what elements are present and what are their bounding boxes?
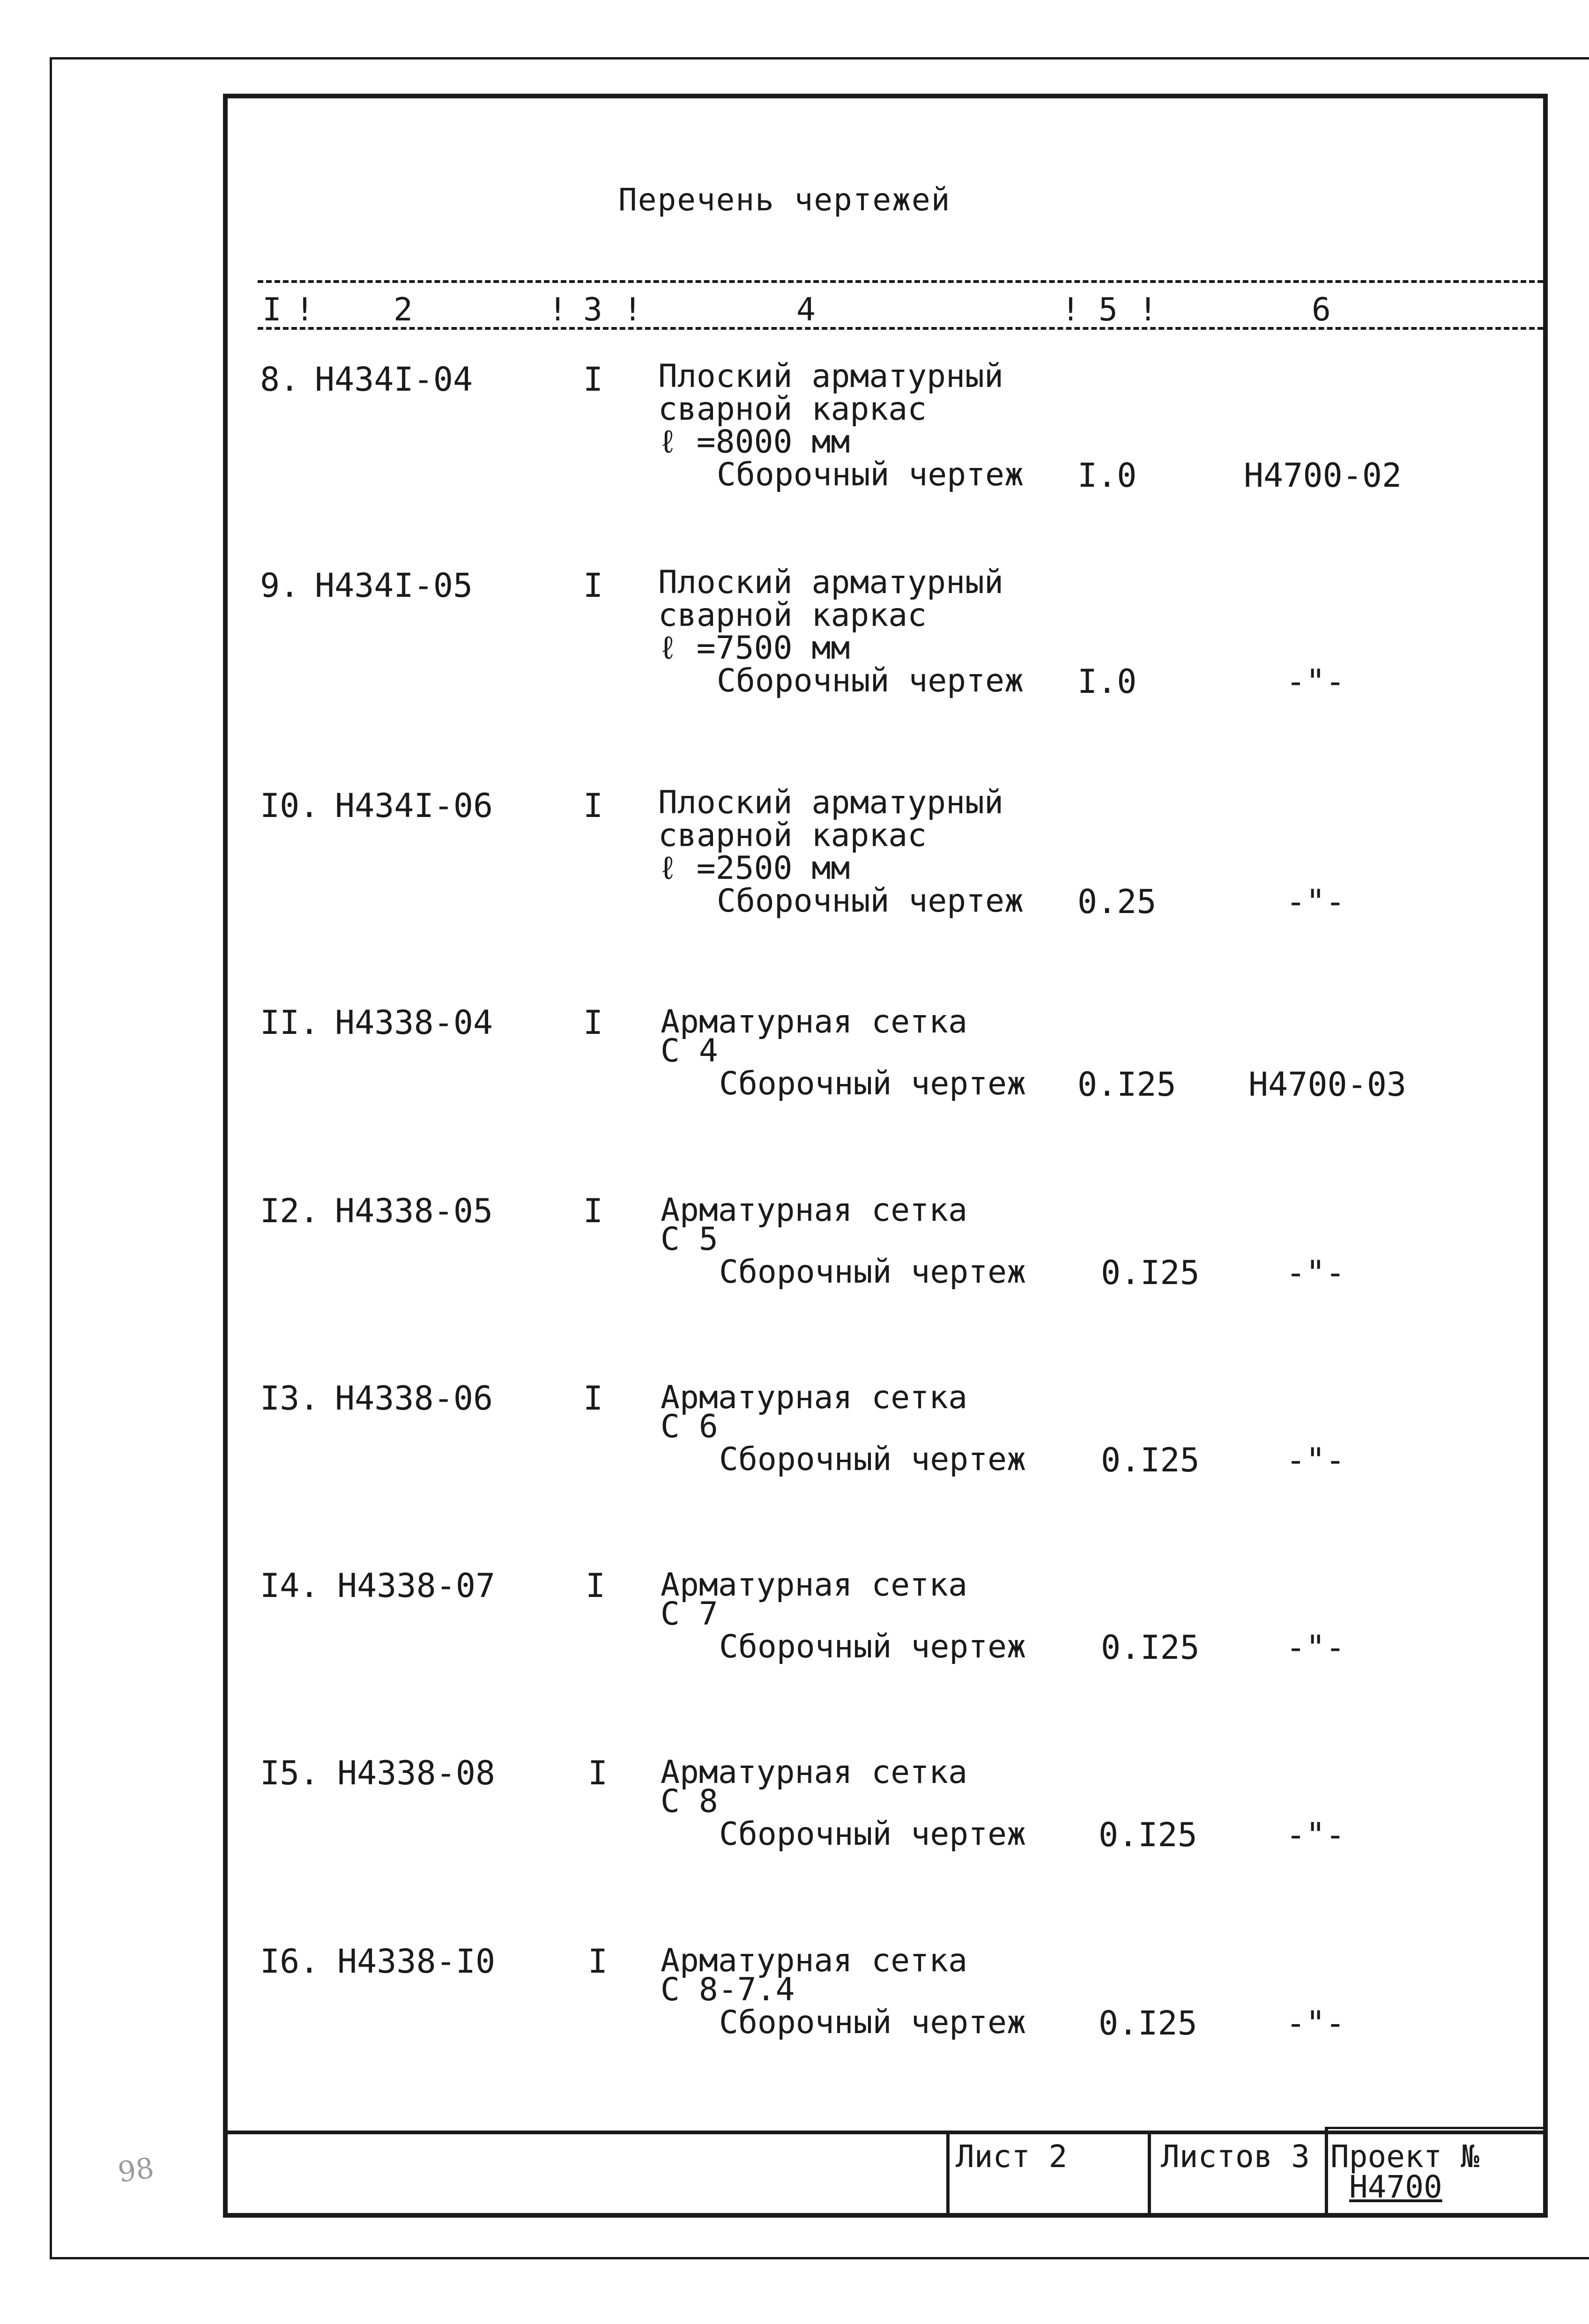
header-separator: ! bbox=[623, 291, 642, 328]
header-col-4: 4 bbox=[796, 291, 816, 328]
row-number: I2. bbox=[260, 1192, 319, 1230]
row-desc-line4: Сборочный чертеж bbox=[717, 662, 1024, 699]
row-code: Н4338-05 bbox=[335, 1192, 493, 1230]
row-code: Н4338-I0 bbox=[337, 1942, 496, 1981]
margin-note: 98 bbox=[116, 2152, 156, 2189]
row-col5: 0.I25 bbox=[1101, 1441, 1200, 1479]
row-code: Н434I-05 bbox=[315, 566, 473, 605]
stamp-divider bbox=[1148, 2131, 1151, 2215]
row-desc-line2: С 7 bbox=[661, 1596, 718, 1633]
header-col-2: 2 bbox=[394, 291, 413, 328]
row-col5: 0.I25 bbox=[1101, 1628, 1200, 1667]
row-col6: -"- bbox=[1286, 1816, 1345, 1854]
row-quantity: I bbox=[588, 1942, 608, 1981]
row-desc-line1: Арматурная сетка bbox=[661, 1379, 968, 1416]
row-desc-line1: Арматурная сетка bbox=[661, 1567, 968, 1604]
row-number: 9. bbox=[260, 566, 300, 605]
row-col6: -"- bbox=[1286, 2004, 1345, 2042]
outer-border-bottom bbox=[50, 2257, 1589, 2259]
row-quantity: I bbox=[583, 1003, 603, 1042]
header-rule-top bbox=[258, 280, 1543, 283]
stamp-sheets-total: Листов 3 bbox=[1161, 2138, 1310, 2175]
row-number: I4. bbox=[260, 1567, 319, 1605]
frame-top bbox=[225, 94, 1547, 98]
row-col6: -"- bbox=[1286, 1254, 1345, 1292]
frame-left bbox=[223, 94, 228, 2218]
row-quantity: I bbox=[583, 566, 603, 605]
page-title: Перечень чертежей bbox=[618, 182, 951, 218]
header-col-5: 5 bbox=[1099, 291, 1118, 328]
outer-border-left bbox=[50, 57, 52, 2259]
row-desc-line4: Сборочный чертеж bbox=[719, 1254, 1026, 1291]
row-desc-line1: Арматурная сетка bbox=[661, 1942, 968, 1979]
row-col6: Н4700-02 bbox=[1244, 456, 1402, 495]
header-separator: ! bbox=[1138, 291, 1158, 328]
row-desc-line3: ℓ =2500 мм bbox=[658, 850, 850, 887]
stamp-project-number: Н4700 bbox=[1349, 2169, 1442, 2205]
frame-bottom bbox=[223, 2213, 1548, 2218]
row-col5: 0.25 bbox=[1077, 883, 1157, 921]
row-desc-line1: Плоский арматурный bbox=[658, 358, 1003, 395]
row-quantity: I bbox=[583, 787, 603, 825]
row-desc-line1: Арматурная сетка bbox=[661, 1003, 968, 1040]
row-col5: 0.I25 bbox=[1099, 1816, 1197, 1854]
row-desc-line4: Сборочный чертеж bbox=[719, 1628, 1026, 1665]
row-desc-line2: С 8 bbox=[661, 1783, 718, 1820]
row-code: Н4338-07 bbox=[337, 1567, 496, 1605]
row-desc-line1: Арматурная сетка bbox=[661, 1192, 968, 1229]
row-desc-line4: Сборочный чертеж bbox=[719, 1816, 1026, 1853]
row-code: Н4338-04 bbox=[335, 1003, 493, 1042]
frame-right bbox=[1543, 94, 1548, 2218]
stamp-top-rule bbox=[227, 2131, 1544, 2134]
stamp-divider bbox=[1325, 2127, 1328, 2215]
header-rule-bottom bbox=[258, 327, 1543, 330]
row-code: Н434I-06 bbox=[335, 787, 493, 825]
header-separator: ! bbox=[1061, 291, 1080, 328]
header-col-6: 6 bbox=[1312, 291, 1331, 328]
row-number: 8. bbox=[260, 360, 300, 399]
row-quantity: I bbox=[583, 1379, 603, 1418]
row-desc-line2: сварной каркас bbox=[658, 597, 927, 634]
row-desc-line2: сварной каркас bbox=[658, 817, 927, 854]
row-desc-line2: С 5 bbox=[661, 1221, 718, 1258]
row-col6: -"- bbox=[1286, 1628, 1345, 1667]
row-number: I0. bbox=[260, 787, 319, 825]
row-desc-line4: Сборочный чертеж bbox=[719, 2004, 1026, 2041]
row-code: Н434I-04 bbox=[315, 360, 473, 399]
row-desc-line1: Плоский арматурный bbox=[658, 784, 1003, 821]
stamp-sheet: Лист 2 bbox=[956, 2138, 1068, 2175]
stamp-project-label: Проект № bbox=[1330, 2138, 1479, 2175]
row-col6: -"- bbox=[1286, 1441, 1345, 1479]
row-col6: -"- bbox=[1286, 883, 1345, 921]
row-col5: 0.I25 bbox=[1099, 2004, 1197, 2042]
row-desc-line4: Сборочный чертеж bbox=[717, 883, 1024, 920]
row-quantity: I bbox=[588, 1754, 608, 1792]
row-desc-line4: Сборочный чертеж bbox=[719, 1441, 1026, 1478]
row-col5: 0.I25 bbox=[1077, 1065, 1176, 1104]
stamp-top-rule-2 bbox=[1326, 2127, 1544, 2129]
header-separator: ! bbox=[295, 291, 314, 328]
row-desc-line2: С 6 bbox=[661, 1408, 718, 1445]
row-code: Н4338-06 bbox=[335, 1379, 493, 1418]
row-col6: -"- bbox=[1286, 662, 1345, 701]
stamp-divider bbox=[946, 2131, 950, 2215]
row-desc-line4: Сборочный чертеж bbox=[717, 456, 1024, 493]
header-col-1: I bbox=[262, 291, 282, 328]
header-separator: ! bbox=[548, 291, 567, 328]
row-desc-line3: ℓ =7500 мм bbox=[658, 630, 850, 667]
row-desc-line2: С 4 bbox=[661, 1032, 718, 1069]
row-number: II. bbox=[260, 1003, 319, 1042]
row-desc-line2: сварной каркас bbox=[658, 391, 927, 428]
row-col5: I.0 bbox=[1077, 456, 1137, 495]
row-code: Н4338-08 bbox=[337, 1754, 496, 1792]
row-col5: I.0 bbox=[1077, 662, 1137, 701]
row-desc-line1: Плоский арматурный bbox=[658, 564, 1003, 601]
row-quantity: I bbox=[583, 1192, 603, 1230]
row-desc-line1: Арматурная сетка bbox=[661, 1754, 968, 1791]
outer-border-top bbox=[51, 57, 1589, 59]
row-quantity: I bbox=[586, 1567, 606, 1605]
row-quantity: I bbox=[583, 360, 603, 399]
header-col-3: 3 bbox=[583, 291, 602, 328]
row-desc-line3: ℓ =8000 мм bbox=[658, 423, 850, 460]
row-number: I6. bbox=[260, 1942, 319, 1981]
row-col6: Н4700-03 bbox=[1248, 1065, 1407, 1104]
row-desc-line2: С 8-7.4 bbox=[661, 1971, 795, 2008]
row-number: I5. bbox=[260, 1754, 319, 1792]
row-desc-line4: Сборочный чертеж bbox=[719, 1065, 1026, 1102]
row-col5: 0.I25 bbox=[1101, 1254, 1200, 1292]
row-number: I3. bbox=[260, 1379, 319, 1418]
